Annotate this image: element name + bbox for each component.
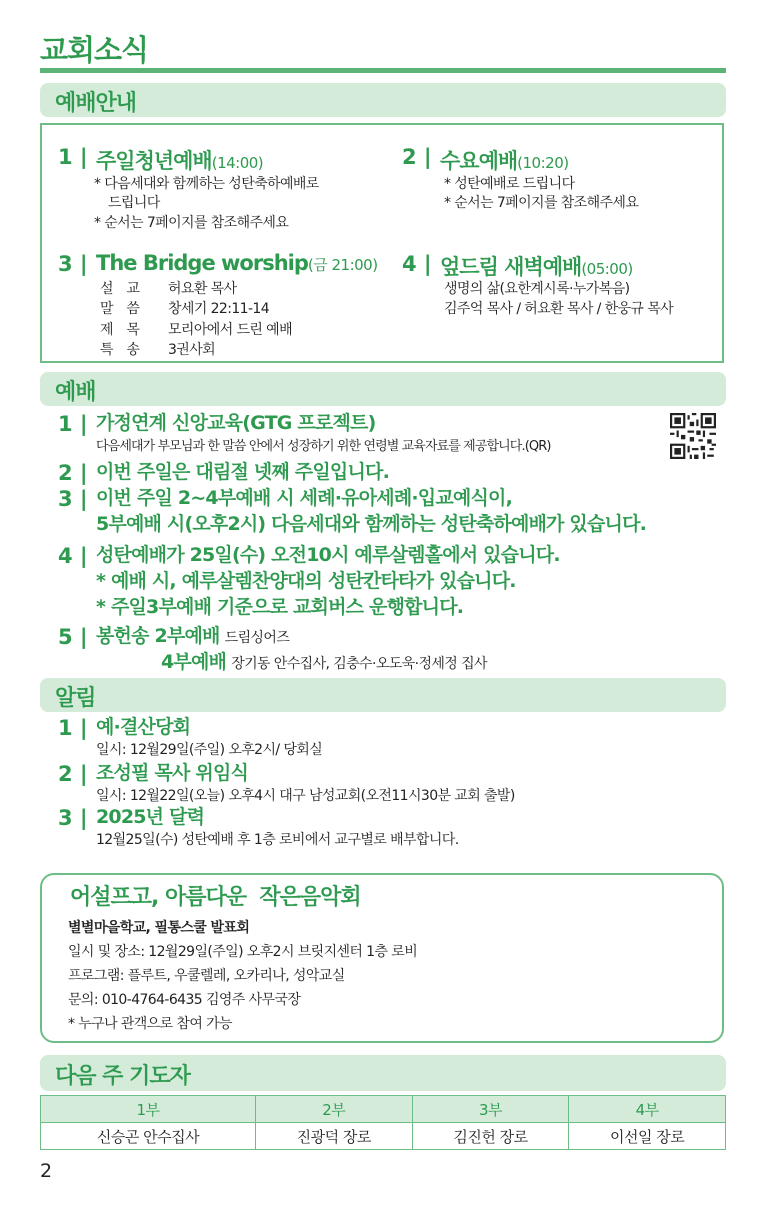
worship-item-4-line: * 예배 시, 예루살렘찬양대의 성탄칸타타가 있습니다. xyxy=(96,570,516,592)
guide-item-1-num: 1 | xyxy=(58,145,88,169)
guide-item-3-row: 제 목 모리아에서 드린 예배 xyxy=(100,322,293,338)
concert-line: 프로그램: 플루트, 우쿨렐레, 오카리나, 성악교실 xyxy=(68,968,345,984)
notice-item-2-desc: 일시: 12월22일(오늘) 오후4시 대구 남성교회(오전11시30분 교회 출발) xyxy=(96,788,515,804)
worship-item-1-desc: 다음세대가 부모님과 한 말씀 안에서 성장하기 위한 연령별 교육자료를 제공합니다.(QR) xyxy=(96,439,551,454)
worship-item-5-sub: 4부예배 장기동 안수집사, 김충수·오도욱·정세정 집사 xyxy=(161,651,487,673)
title-divider xyxy=(40,68,726,73)
prayer-table xyxy=(40,1095,726,1150)
concert-subtitle: 별별마을학교, 필통스쿨 발표회 xyxy=(68,920,250,936)
section-bar-notice xyxy=(40,678,726,712)
worship-item-5-title: 봉헌송 2부예배 드림싱어즈 xyxy=(96,625,290,647)
section-label-worship-guide: 예배안내 xyxy=(55,91,137,116)
notice-item-1-num: 1 | xyxy=(58,716,88,740)
section-bar-worship-guide xyxy=(40,83,726,117)
notice-item-3-desc: 12월25일(수) 성탄예배 후 1층 로비에서 교구별로 배부합니다. xyxy=(96,832,459,848)
worship-item-1-num: 1 | xyxy=(58,412,88,436)
guide-item-1-note: * 순서는 7페이지를 참조해주세요 xyxy=(94,215,289,231)
prayer-name: 진광덕 장로 xyxy=(255,1123,412,1150)
qr-code-icon[interactable] xyxy=(670,413,716,459)
concert-line: 일시 및 장소: 12월29일(주일) 오후2시 브릿지센터 1층 로비 xyxy=(68,944,418,960)
guide-item-2-note: * 성탄예배로 드립니다 xyxy=(444,176,575,192)
prayer-header: 2부 xyxy=(255,1096,412,1123)
guide-item-4-note: 김주억 목사 / 허요환 목사 / 한웅규 목사 xyxy=(444,301,674,317)
guide-item-3-num: 3 | xyxy=(58,252,88,276)
guide-item-3-row: 특 송 3권사회 xyxy=(100,342,216,358)
concert-title: 어설프고, 아름다운 작은음악회 xyxy=(70,885,361,910)
section-bar-worship xyxy=(40,372,726,406)
guide-item-2-note: * 순서는 7페이지를 참조해주세요 xyxy=(444,195,639,211)
guide-item-1-note: 드립니다 xyxy=(108,195,160,211)
guide-item-4-num: 4 | xyxy=(402,252,432,276)
guide-item-2-num: 2 | xyxy=(402,145,432,169)
section-label-worship: 예배 xyxy=(55,380,96,405)
notice-item-3-title: 2025년 달력 xyxy=(96,806,205,828)
section-label-notice: 알림 xyxy=(55,686,96,711)
worship-item-5-num: 5 | xyxy=(58,625,88,649)
prayer-name: 이선일 장로 xyxy=(569,1123,726,1150)
guide-item-3-row: 설 교 허요환 목사 xyxy=(100,281,237,297)
section-label-prayer: 다음 주 기도자 xyxy=(55,1064,190,1089)
notice-item-2-num: 2 | xyxy=(58,762,88,786)
notice-item-1-title: 예·결산당회 xyxy=(96,716,191,738)
worship-item-3-num: 3 | xyxy=(58,487,88,511)
worship-item-1-title: 가정연계 신앙교육(GTG 프로젝트) xyxy=(96,412,376,434)
concert-line: * 누구나 관객으로 참여 가능 xyxy=(68,1016,232,1032)
prayer-header: 4부 xyxy=(569,1096,726,1123)
guide-item-1-note: * 다음세대와 함께하는 성탄축하예배로 xyxy=(94,176,319,192)
worship-item-4-line: 성탄예배가 25일(수) 오전10시 예루살렘홀에서 있습니다. xyxy=(96,544,560,566)
prayer-name: 신승곤 안수집사 xyxy=(41,1123,256,1150)
notice-item-1-desc: 일시: 12월29일(주일) 오후2시/ 당회실 xyxy=(96,742,323,758)
worship-item-3-line: 이번 주일 2~4부예배 시 세례·유아세례·입교예식이, xyxy=(96,487,512,509)
guide-item-1-title: 주일청년예배(14:00) xyxy=(96,149,264,173)
guide-item-4-note: 생명의 삶(요한계시록·누가복음) xyxy=(444,281,630,297)
guide-item-3-row: 말 씀 창세기 22:11-14 xyxy=(100,301,270,317)
worship-item-2-text: 이번 주일은 대림절 넷째 주일입니다. xyxy=(96,461,389,483)
worship-item-4-num: 4 | xyxy=(58,544,88,568)
page-number: 2 xyxy=(40,1160,53,1182)
prayer-header: 1부 xyxy=(41,1096,256,1123)
concert-line: 문의: 010-4764-6435 김영주 사무국장 xyxy=(68,992,301,1008)
worship-item-2-num: 2 | xyxy=(58,461,88,485)
worship-item-4-line: * 주일3부예배 기준으로 교회버스 운행합니다. xyxy=(96,596,464,618)
guide-item-4-title: 엎드림 새벽예배(05:00) xyxy=(440,255,633,279)
notice-item-2-title: 조성필 목사 위임식 xyxy=(96,762,249,784)
page-title: 교회소식 xyxy=(40,33,149,67)
guide-item-2-title: 수요예배(10:20) xyxy=(440,149,569,173)
worship-item-3-line: 5부예배 시(오후2시) 다음세대와 함께하는 성탄축하예배가 있습니다. xyxy=(96,513,647,535)
notice-item-3-num: 3 | xyxy=(58,806,88,830)
guide-item-3-title: The Bridge worship(금 21:00) xyxy=(96,251,378,275)
prayer-name: 김진헌 장로 xyxy=(412,1123,569,1150)
prayer-header: 3부 xyxy=(412,1096,569,1123)
